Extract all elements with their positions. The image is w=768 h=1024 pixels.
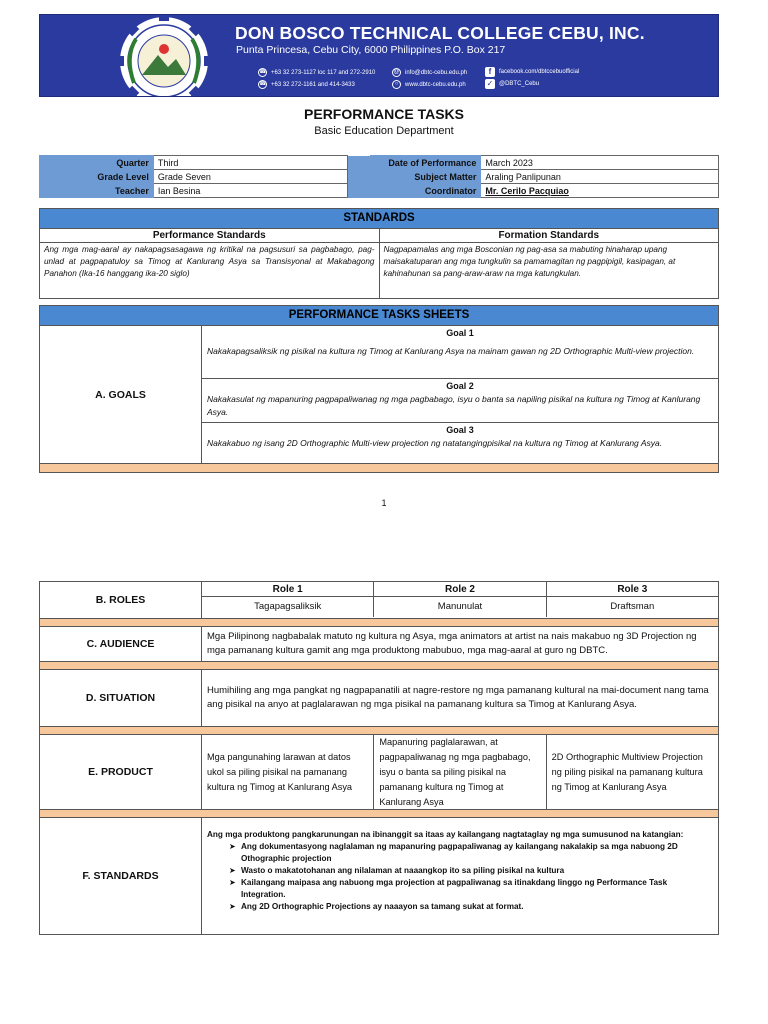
- role-cell: [202, 582, 373, 617]
- school-name: DON BOSCO TECHNICAL COLLEGE CEBU, INC.: [235, 23, 645, 43]
- role-title: Role 1: [202, 582, 373, 597]
- section-divider: [40, 463, 718, 472]
- section-divider: [40, 618, 718, 627]
- roles-row: [40, 582, 718, 618]
- role-value: Manunulat: [437, 601, 483, 612]
- page-number: 1: [381, 498, 387, 508]
- goal-text: Nakakapagsaliksik ng pisikal na kultura ng Timog at Kanlurang Asya na mainam gawan ng 2D Orthographic Multi-view projection.: [207, 346, 695, 356]
- final-standards-intro: Ang mga produktong pangkarunungan na ibinanggit sa itaas ay kailangang nagtataglay ng mga sumusunod na katangian:: [207, 830, 684, 839]
- section-divider: [40, 809, 718, 818]
- grade-label: Grade Level: [40, 170, 154, 184]
- final-standards-label: F. STANDARDS: [40, 818, 202, 934]
- role-cell: [546, 582, 718, 617]
- audience-label: C. AUDIENCE: [40, 627, 202, 661]
- list-item: ➤ Ang dokumentasyong naglalaman ng mapanuring pagpapaliwanag ay kailangang nakalakip sa mga nabuong 2D Othographic projection: [229, 841, 713, 865]
- goals-label: A. GOALS: [40, 326, 202, 463]
- fax-icon: ☎: [259, 81, 267, 87]
- globe-icon: ○: [392, 80, 401, 89]
- product-label: E. PRODUCT: [40, 735, 202, 809]
- product-item: Mga pangunahing larawan at datos ukol sa piling pisikal na pamanang kultura ng Timog at Kanlurang Asya: [207, 751, 353, 792]
- date-value: March 2023: [481, 156, 719, 170]
- performance-tasks-continued: [39, 581, 719, 935]
- page-subtitle: Basic Education Department: [314, 125, 454, 137]
- situation-text: Humihiling ang mga pangkat ng nagpapanatili at nagre-restore ng mga pamanang kultural na mai-document nang tama ang pisikal na anyo at paglalarawan ng mga pisikal na pamanang kultura sa Timog at Kanlurang Asya.: [207, 685, 709, 710]
- final-standards-row: [40, 818, 718, 934]
- goal-title: Goal 2: [446, 381, 474, 391]
- facebook-contact[interactable]: f facebook.com/dbtccebuofficial: [485, 67, 579, 77]
- school-seal-logo: [106, 15, 226, 97]
- grade-value: Grade Seven: [153, 170, 347, 184]
- task-info-table: [39, 155, 719, 198]
- performance-tasks-heading: PERFORMANCE TASKS SHEETS: [40, 306, 718, 325]
- phone-contact-1: ☎ +63 32 273-1127 loc 117 and 272-2910: [259, 69, 376, 76]
- formation-standards-text: Nagpapamalas ang mga Bosconian ng pag-asa sa mabuting hinaharap upang maisakatuparan ang mga tungkulin sa pamamagitan ng pagpipigil, kasipagan, at kahinahunan sa pang-araw-araw na mga katungkulan.: [383, 245, 676, 278]
- twitter-icon: ✓: [486, 79, 494, 88]
- audience-text: Mga Pilipinong nagbabalak matuto ng kultura ng Asya, mga animators at artist na nais makabuo ng 3D Projection ng mga pamanang kultura gamit ang mga produktong mabubuo, mga mag-aaral at guro ng DBTC.: [207, 631, 697, 656]
- standards-section: [39, 208, 719, 299]
- goal-item: [202, 378, 718, 422]
- date-label: Date of Performance: [371, 156, 481, 170]
- subject-label: Subject Matter: [371, 170, 481, 184]
- role-value: Draftsman: [610, 601, 655, 612]
- role-cell: [373, 582, 545, 617]
- email-icon: @: [393, 69, 400, 75]
- coordinator-label: Coordinator: [371, 184, 481, 198]
- page-title: PERFORMANCE TASKS: [304, 106, 464, 122]
- performance-standards-text: Ang mga mag-aaral ay nakapagsasagawa ng kritikal na pagsusuri sa pagbabago, pag-unlad at pagpapatuloy sa Timog at Kanlurang Asya sa Transisyonal at Makabagong Panahon (Ika-16 hanggang ika-20 siglo): [44, 245, 375, 278]
- performance-tasks-section: [39, 305, 719, 473]
- coordinator-value: Mr. Cerilo Pacquiao: [481, 184, 719, 198]
- goal-item: [202, 326, 718, 378]
- final-standards-list: [207, 841, 713, 913]
- product-item: 2D Orthographic Multiview Projection ng piling pisikal na pamanang kultura ng Timog at Kanlurang Asya: [546, 735, 718, 809]
- list-item: ➤ Ang 2D Orthographic Projections ay naaayon sa tamang sukat at format.: [229, 901, 713, 913]
- standards-heading: STANDARDS: [40, 209, 718, 228]
- website-contact[interactable]: ○ www.dbtc-cebu.edu.ph: [392, 80, 466, 89]
- teacher-label: Teacher: [40, 184, 154, 198]
- section-divider: [40, 661, 718, 670]
- twitter-contact[interactable]: ✓ @DBTC_Cebu: [486, 79, 540, 88]
- facebook-icon: f: [485, 67, 495, 77]
- goal-text: Nakakasulat ng mapanuring pagpapaliwanag ng mga pagbabago, isyu o banta sa napiling pisikal na kultura ng Timog at Kanlurang Asya.: [207, 394, 701, 417]
- performance-standards-heading: Performance Standards: [40, 229, 379, 243]
- goal-title: Goal 3: [446, 425, 474, 435]
- audience-row: [40, 627, 718, 661]
- formation-standards-heading: Formation Standards: [380, 229, 719, 243]
- role-title: Role 2: [374, 582, 545, 597]
- situation-label: D. SITUATION: [40, 670, 202, 726]
- product-row: [40, 735, 718, 809]
- school-address: Punta Princesa, Cebu City, 6000 Philippines P.O. Box 217: [236, 44, 506, 56]
- goal-title: Goal 1: [446, 328, 474, 338]
- teacher-value: Ian Besina: [153, 184, 347, 198]
- email-contact[interactable]: @ info@dbtc-cebu.edu.ph: [393, 69, 468, 76]
- list-item: ➤ Kailangang maipasa ang nabuong mga projection at pagpaliwanag sa itinakdang linggo ng Performance Task Integration.: [229, 877, 713, 901]
- role-value: Tagapagsaliksik: [254, 601, 322, 612]
- quarter-value: Third: [153, 156, 347, 170]
- quarter-label: Quarter: [40, 156, 154, 170]
- situation-row: [40, 670, 718, 726]
- role-title: Role 3: [547, 582, 718, 597]
- roles-label: B. ROLES: [40, 582, 202, 618]
- list-item: ➤ Wasto o makatotohanan ang nilalaman at naaangkop ito sa piling pisikal na kultura: [229, 865, 713, 877]
- subject-value: Araling Panlipunan: [481, 170, 719, 184]
- goal-item: [202, 422, 718, 463]
- goal-text: Nakakabuo ng isang 2D Orthographic Multi-view projection ng natatangingpisikal na kultura ng Timog at Kanlurang Asya.: [207, 438, 663, 448]
- phone-contact-2: ☎ +63 32 272-1161 and 414-3433: [259, 81, 355, 88]
- school-banner: [39, 14, 719, 97]
- product-item: Mapanuring paglalarawan, at pagpapaliwanag ng mga pagbabago, isyu o banta sa piling pisikal na pamanang kultura ng Timog at Kanlurang Asya: [373, 735, 545, 809]
- phone-icon: ☎: [259, 69, 267, 75]
